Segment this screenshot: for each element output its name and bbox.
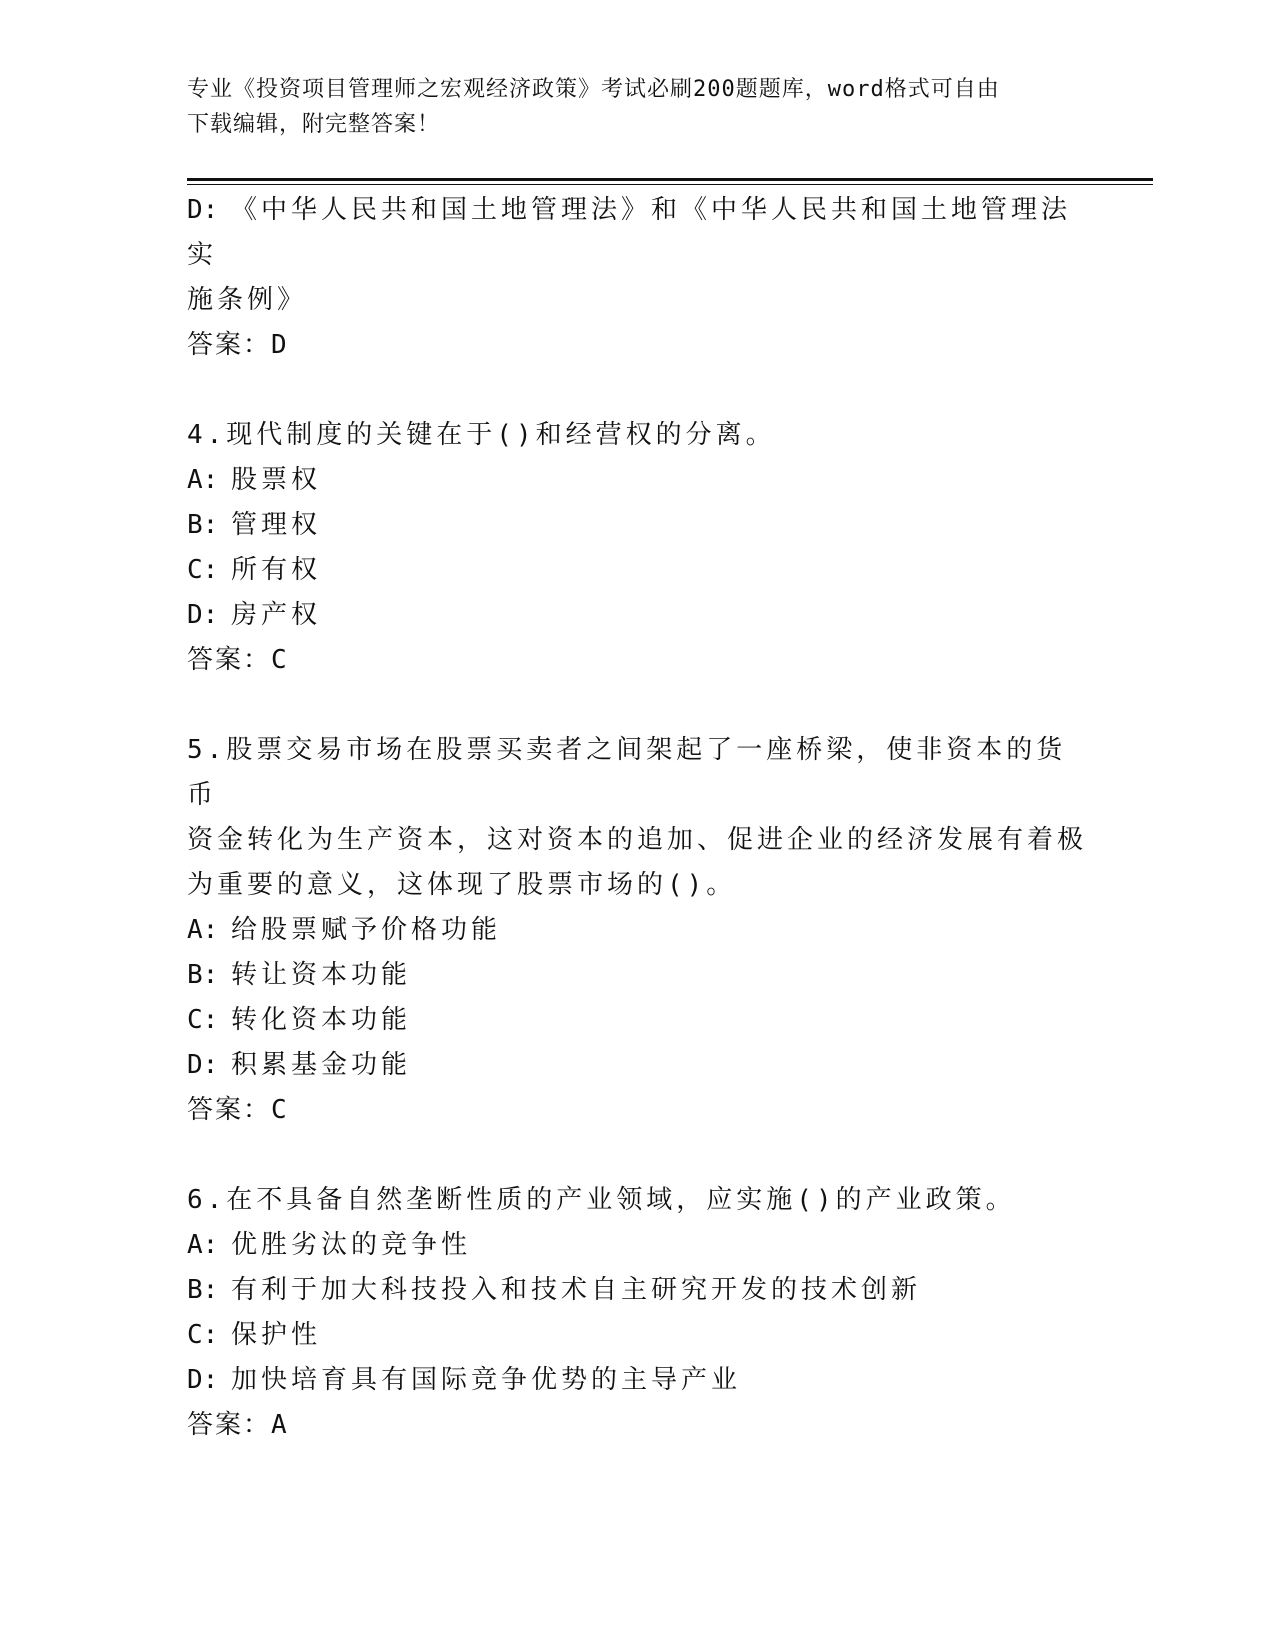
header-line-2: 下载编辑，附完整答案！: [187, 112, 441, 137]
question-stem-line-2: 资金转化为生产资本，这对资本的追加、促进企业的经济发展有着极: [187, 825, 1088, 855]
document-header: [187, 72, 1087, 142]
spacer: [187, 368, 1087, 413]
option-b: [187, 503, 1087, 548]
option-text: 转化资本功能: [231, 1005, 412, 1035]
spacer: [187, 1133, 1087, 1178]
option-text: 管理权: [231, 510, 322, 540]
option-d: [187, 1043, 1087, 1088]
option-label: D:: [187, 1365, 219, 1395]
question-list: [187, 188, 1087, 1448]
option-text: 积累基金功能: [231, 1050, 412, 1080]
option-a: [187, 458, 1087, 503]
answer-line: 答案：C: [187, 1095, 289, 1125]
option-text: 保护性: [231, 1320, 322, 1350]
question-5: [187, 728, 1087, 1133]
partial-question: [187, 188, 1087, 368]
option-label: C:: [187, 555, 219, 585]
question-stem: 6.在不具备自然垄断性质的产业领域，应实施()的产业政策。: [187, 1185, 1016, 1215]
option-text: 加快培育具有国际竞争优势的主导产业: [231, 1365, 742, 1395]
option-text: 所有权: [231, 555, 322, 585]
option-text: 转让资本功能: [231, 960, 412, 990]
option-label: B:: [187, 1275, 219, 1305]
option-a: [187, 908, 1087, 953]
option-label: A:: [187, 915, 219, 945]
option-b: [187, 1268, 1087, 1313]
question-stem-line-1: 5.股票交易市场在股票买卖者之间架起了一座桥梁，使非资本的货币: [187, 735, 1067, 810]
option-text: 股票权: [231, 465, 322, 495]
option-text: 《中华人民共和国土地管理法》和《中华人民共和国土地管理法实: [187, 195, 1072, 270]
option-label: A:: [187, 465, 219, 495]
option-c: [187, 1313, 1087, 1358]
option-text: 优胜劣汰的竞争性: [231, 1230, 472, 1260]
answer-line: 答案：C: [187, 645, 289, 675]
option-text: 房产权: [231, 600, 322, 630]
header-line-1: 专业《投资项目管理师之宏观经济政策》考试必刷200题题库，word格式可自由: [187, 77, 1000, 102]
option-label: B:: [187, 510, 219, 540]
question-6: [187, 1178, 1087, 1448]
option-label: D:: [187, 1050, 219, 1080]
option-b: [187, 953, 1087, 998]
option-label: C:: [187, 1320, 219, 1350]
option-c: [187, 548, 1087, 593]
option-d: [187, 593, 1087, 638]
header-rule-thin: [187, 184, 1153, 185]
option-text: 有利于加大科技投入和技术自主研究开发的技术创新: [231, 1275, 922, 1305]
option-d: [187, 1358, 1087, 1403]
option-text: 给股票赋予价格功能: [231, 915, 502, 945]
option-a: [187, 1223, 1087, 1268]
option-c: [187, 998, 1087, 1043]
question-4: [187, 413, 1087, 683]
answer-line: 答案：A: [187, 1410, 289, 1440]
answer-line: 答案：D: [187, 330, 289, 360]
option-label: A:: [187, 1230, 219, 1260]
option-label: B:: [187, 960, 219, 990]
header-rule-thick: [187, 178, 1153, 181]
option-label: D:: [187, 195, 219, 225]
option-d-line-1: [187, 188, 1087, 278]
option-d-line-2: 施条例》: [187, 285, 308, 315]
question-stem-line-3: 为重要的意义，这体现了股票市场的()。: [187, 870, 737, 900]
option-label: C:: [187, 1005, 219, 1035]
question-stem: 4.现代制度的关键在于()和经营权的分离。: [187, 420, 776, 450]
spacer: [187, 683, 1087, 728]
option-label: D:: [187, 600, 219, 630]
